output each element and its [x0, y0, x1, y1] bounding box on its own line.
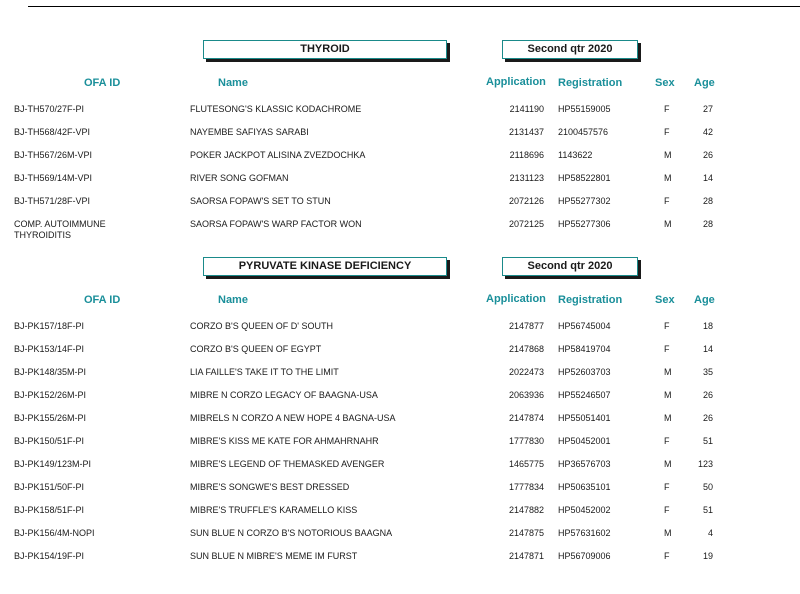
cell-ofa-id: BJ-PK148/35M-PI: [14, 367, 87, 377]
cell-application: 1777834: [508, 482, 544, 492]
header-sex: Sex: [655, 77, 675, 89]
cell-name: FLUTESONG'S KLASSIC KODACHROME: [190, 104, 362, 114]
table-row: [0, 505, 800, 528]
cell-ofa-id: BJ-PK156/4M-NOPI: [14, 528, 95, 538]
cell-sex: F: [664, 127, 670, 137]
table-row: [0, 528, 800, 551]
cell-name: RIVER SONG GOFMAN: [190, 173, 289, 183]
cell-name: MIBRE'S KISS ME KATE FOR AHMAHRNAHR: [190, 436, 379, 446]
cell-sex: F: [664, 104, 670, 114]
header-age: Age: [694, 294, 715, 306]
header-ofa-id: OFA ID: [84, 294, 121, 306]
section-period: Second qtr 2020: [502, 40, 638, 59]
cell-age: 27: [702, 104, 713, 114]
header-age: Age: [694, 77, 715, 89]
table-row: [0, 551, 800, 574]
cell-application: 2147877: [508, 321, 544, 331]
header-ofa-id: OFA ID: [84, 77, 121, 89]
cell-registration: HP55051401: [558, 413, 611, 423]
cell-sex: M: [664, 390, 672, 400]
cell-sex: F: [664, 482, 670, 492]
header-registration: Registration: [558, 77, 623, 89]
cell-sex: M: [664, 528, 672, 538]
cell-ofa-id: BJ-PK152/26M-PI: [14, 390, 87, 400]
cell-application: 2147874: [508, 413, 544, 423]
cell-application: 2063936: [508, 390, 544, 400]
cell-registration: HP56745004: [558, 321, 611, 331]
cell-age: 26: [702, 150, 713, 160]
cell-name: SAORSA FOPAW'S WARP FACTOR WON: [190, 219, 362, 229]
cell-application: 2118696: [509, 150, 544, 160]
cell-ofa-id: BJ-PK150/51F-PI: [14, 436, 85, 446]
cell-sex: M: [664, 459, 672, 469]
cell-ofa-id: BJ-PK155/26M-PI: [14, 413, 87, 423]
header-application: Application: [486, 76, 546, 88]
cell-age: 28: [702, 219, 713, 229]
section-period: Second qtr 2020: [502, 257, 638, 276]
cell-registration: HP36576703: [558, 459, 611, 469]
cell-age: 35: [702, 367, 713, 377]
cell-age: 28: [702, 196, 713, 206]
cell-ofa-id: BJ-PK154/19F-PI: [14, 551, 85, 561]
cell-application: 1777830: [508, 436, 544, 446]
cell-name: LIA FAILLE'S TAKE IT TO THE LIMIT: [190, 367, 339, 377]
table-row: [0, 413, 800, 436]
cell-ofa-id: COMP. AUTOIMMUNE THYROIDITIS: [14, 219, 106, 240]
cell-registration: HP55277306: [558, 219, 611, 229]
cell-sex: F: [664, 436, 670, 446]
cell-ofa-id: BJ-PK158/51F-PI: [14, 505, 85, 515]
cell-sex: F: [664, 551, 670, 561]
cell-ofa-id: BJ-TH571/28F-VPI: [14, 196, 91, 206]
cell-registration: HP55159005: [558, 104, 611, 114]
table-row: [0, 173, 800, 196]
table-row: [0, 482, 800, 505]
cell-ofa-id: BJ-TH568/42F-VPI: [14, 127, 91, 137]
table-row: [0, 436, 800, 459]
cell-age: 19: [702, 551, 713, 561]
cell-registration: HP55277302: [558, 196, 611, 206]
cell-registration: HP52603703: [558, 367, 611, 377]
cell-ofa-id: BJ-TH569/14M-VPI: [14, 173, 93, 183]
cell-sex: M: [664, 367, 672, 377]
cell-sex: F: [664, 321, 670, 331]
header-sex: Sex: [655, 294, 675, 306]
cell-application: 2131437: [508, 127, 544, 137]
cell-ofa-id: BJ-PK149/123M-PI: [14, 459, 92, 469]
top-divider: [28, 6, 800, 7]
table-body: [0, 321, 800, 574]
table-row: [0, 367, 800, 390]
cell-sex: M: [664, 150, 672, 160]
header-name: Name: [218, 77, 248, 89]
cell-application: 2072125: [508, 219, 544, 229]
cell-name: MIBRELS N CORZO A NEW HOPE 4 BAGNA-USA: [190, 413, 396, 423]
cell-name: POKER JACKPOT ALISINA ZVEZDOCHKA: [190, 150, 366, 160]
cell-application: 2022473: [508, 367, 544, 377]
table-row: [0, 459, 800, 482]
cell-application: 1465775: [508, 459, 544, 469]
cell-ofa-id: BJ-TH567/26M-VPI: [14, 150, 93, 160]
cell-age: 42: [702, 127, 713, 137]
cell-age: 26: [702, 390, 713, 400]
cell-name: CORZO B'S QUEEN OF D' SOUTH: [190, 321, 333, 331]
cell-name: CORZO B'S QUEEN OF EGYPT: [190, 344, 322, 354]
header-application: Application: [486, 293, 546, 305]
cell-sex: M: [664, 413, 672, 423]
cell-name: SUN BLUE N MIBRE'S MEME IM FURST: [190, 551, 358, 561]
cell-application: 2072126: [508, 196, 544, 206]
section-title: PYRUVATE KINASE DEFICIENCY: [203, 257, 447, 276]
cell-application: 2131123: [509, 173, 544, 183]
cell-name: NAYEMBE SAFIYAS SARABI: [190, 127, 309, 137]
cell-age: 51: [702, 505, 713, 515]
cell-name: MIBRE N CORZO LEGACY OF BAAGNA-USA: [190, 390, 378, 400]
cell-application: 2147882: [508, 505, 544, 515]
table-row: [0, 127, 800, 150]
cell-age: 14: [702, 173, 713, 183]
table-row: [0, 321, 800, 344]
cell-name: MIBRE'S TRUFFLE'S KARAMELLO KISS: [190, 505, 358, 515]
table-row: [0, 390, 800, 413]
cell-registration: HP58419704: [558, 344, 611, 354]
cell-age: 123: [697, 459, 713, 469]
cell-application: 2147875: [508, 528, 544, 538]
cell-ofa-id: BJ-PK157/18F-PI: [14, 321, 85, 331]
cell-age: 14: [702, 344, 713, 354]
cell-name: MIBRE'S SONGWE'S BEST DRESSED: [190, 482, 350, 492]
table-row: [0, 344, 800, 367]
cell-age: 50: [702, 482, 713, 492]
cell-ofa-id: BJ-TH570/27F-PI: [14, 104, 85, 114]
cell-sex: F: [664, 505, 670, 515]
table-body: [0, 104, 800, 242]
cell-registration: HP57631602: [558, 528, 611, 538]
cell-application: 2147871: [508, 551, 544, 561]
header-name: Name: [218, 294, 248, 306]
cell-ofa-id: BJ-PK153/14F-PI: [14, 344, 85, 354]
cell-registration: HP55246507: [558, 390, 611, 400]
cell-registration: HP50452002: [558, 505, 611, 515]
cell-registration: 1143622: [558, 150, 593, 160]
table-row: [0, 219, 800, 242]
cell-registration: HP50635101: [558, 482, 611, 492]
cell-name: SUN BLUE N CORZO B'S NOTORIOUS BAAGNA: [190, 528, 393, 538]
cell-age: 18: [702, 321, 713, 331]
table-row: [0, 104, 800, 127]
cell-sex: M: [664, 173, 672, 183]
cell-application: 2147868: [508, 344, 544, 354]
cell-name: SAORSA FOPAW'S SET TO STUN: [190, 196, 331, 206]
cell-ofa-id: BJ-PK151/50F-PI: [14, 482, 85, 492]
cell-age: 4: [707, 528, 713, 538]
cell-registration: HP58522801: [558, 173, 611, 183]
cell-application: 2141190: [509, 104, 544, 114]
cell-age: 51: [702, 436, 713, 446]
cell-registration: 2100457576: [558, 127, 609, 137]
cell-sex: M: [664, 219, 672, 229]
cell-name: MIBRE'S LEGEND OF THEMASKED AVENGER: [190, 459, 385, 469]
cell-registration: HP56709006: [558, 551, 611, 561]
cell-sex: F: [664, 344, 670, 354]
section-title: THYROID: [203, 40, 447, 59]
cell-registration: HP50452001: [558, 436, 611, 446]
table-row: [0, 196, 800, 219]
header-registration: Registration: [558, 294, 623, 306]
table-row: [0, 150, 800, 173]
cell-sex: F: [664, 196, 670, 206]
cell-age: 26: [702, 413, 713, 423]
